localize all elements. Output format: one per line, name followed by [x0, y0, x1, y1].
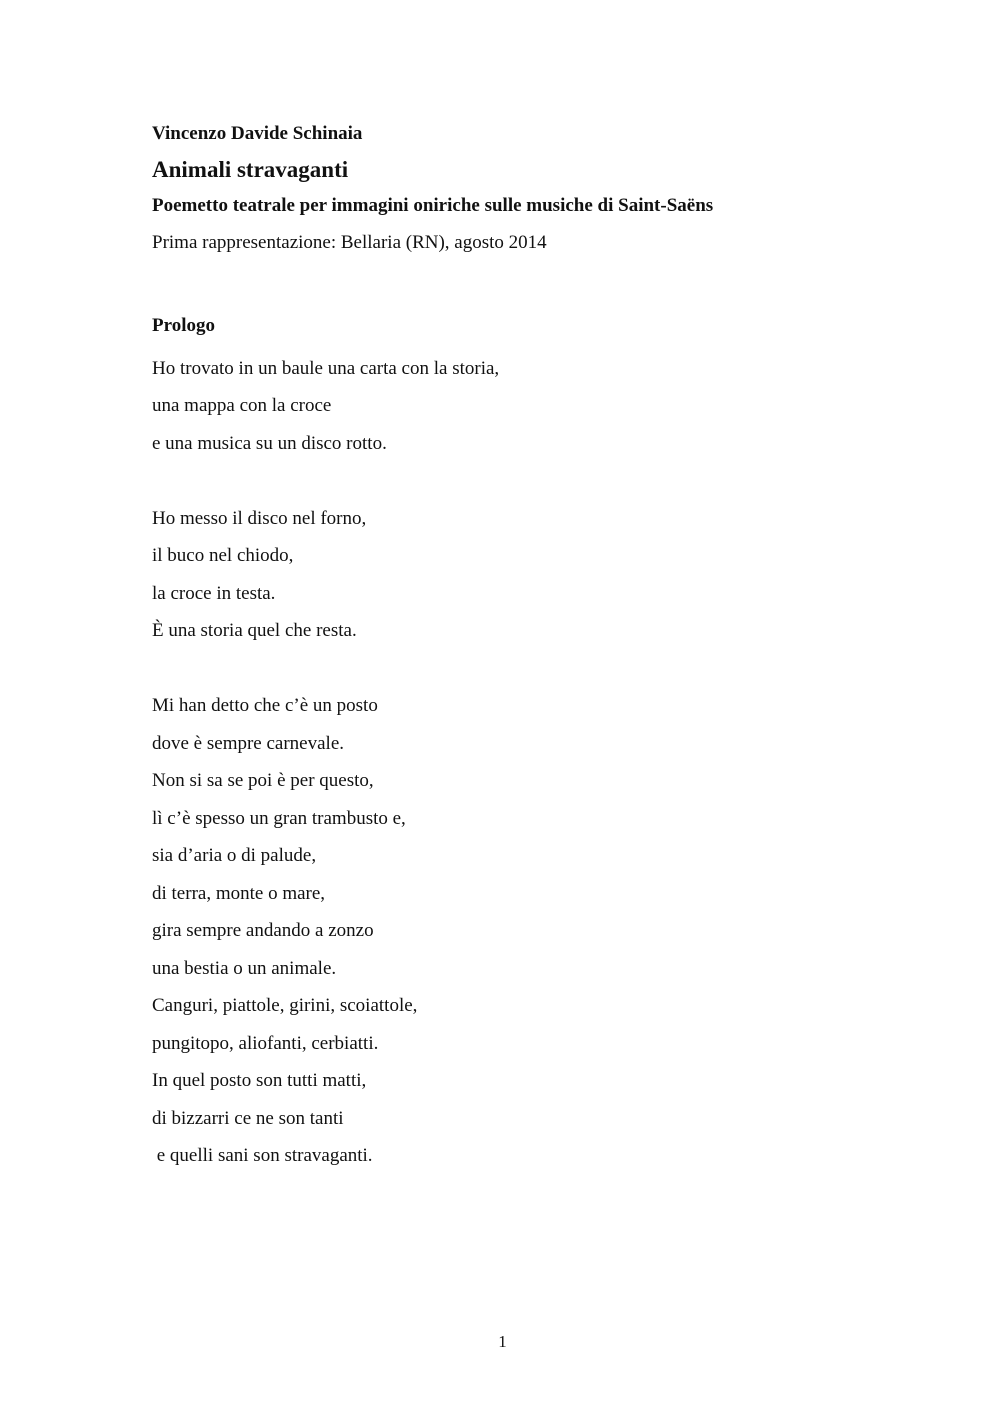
verse-line: In quel posto son tutti matti,: [152, 1070, 367, 1091]
verse-line: dove è sempre carnevale.: [152, 732, 345, 754]
verse-line: pungitopo, aliofanti, cerbiatti.: [152, 1032, 379, 1054]
verse-line: di terra, monte o mare,: [152, 882, 326, 904]
verse-line: il buco nel chiodo,: [152, 545, 294, 566]
verse-line: Ho trovato in un baule una carta con la storia,: [152, 357, 500, 379]
stanza-3: [152, 687, 912, 1175]
premiere-info: Prima rappresentazione: Bellaria (RN), agosto 2014: [152, 232, 547, 253]
verse-line: Non si sa se poi è per questo,: [152, 770, 374, 791]
verse-line: gira sempre andando a zonzo: [152, 920, 374, 941]
verse-line: Canguri, piattole, girini, scoiattole,: [152, 995, 418, 1016]
document-subtitle: Poemetto teatrale per immagini oniriche sulle musiche di Saint-Saëns: [152, 195, 714, 216]
section-heading: Prologo: [152, 315, 215, 336]
verse-line: e quelli sani son stravaganti.: [152, 1145, 373, 1166]
stanza-2: [152, 500, 912, 650]
verse-line: e una musica su un disco rotto.: [152, 432, 387, 454]
stanza-spacer: [152, 650, 912, 688]
document-header: [152, 120, 912, 257]
verse-line: È una storia quel che resta.: [152, 620, 357, 641]
verse-line: di bizzarri ce ne son tanti: [152, 1107, 344, 1129]
stanza-1: [152, 350, 912, 463]
author-name: Vincenzo Davide Schinaia: [152, 123, 363, 144]
verse-line: Ho messo il disco nel forno,: [152, 507, 367, 529]
verse-line: lì c’è spesso un gran trambusto e,: [152, 807, 406, 829]
verse-line: Mi han detto che c’è un posto: [152, 695, 378, 716]
verse-line: sia d’aria o di palude,: [152, 845, 317, 866]
verse-line: una bestia o un animale.: [152, 957, 337, 979]
document-title: Animali stravaganti: [152, 157, 349, 182]
page-number: 1: [498, 1332, 507, 1351]
verse-line: una mappa con la croce: [152, 395, 332, 416]
prologue-section: [152, 312, 912, 1175]
verse-line: la croce in testa.: [152, 582, 276, 604]
stanza-spacer: [152, 462, 912, 500]
